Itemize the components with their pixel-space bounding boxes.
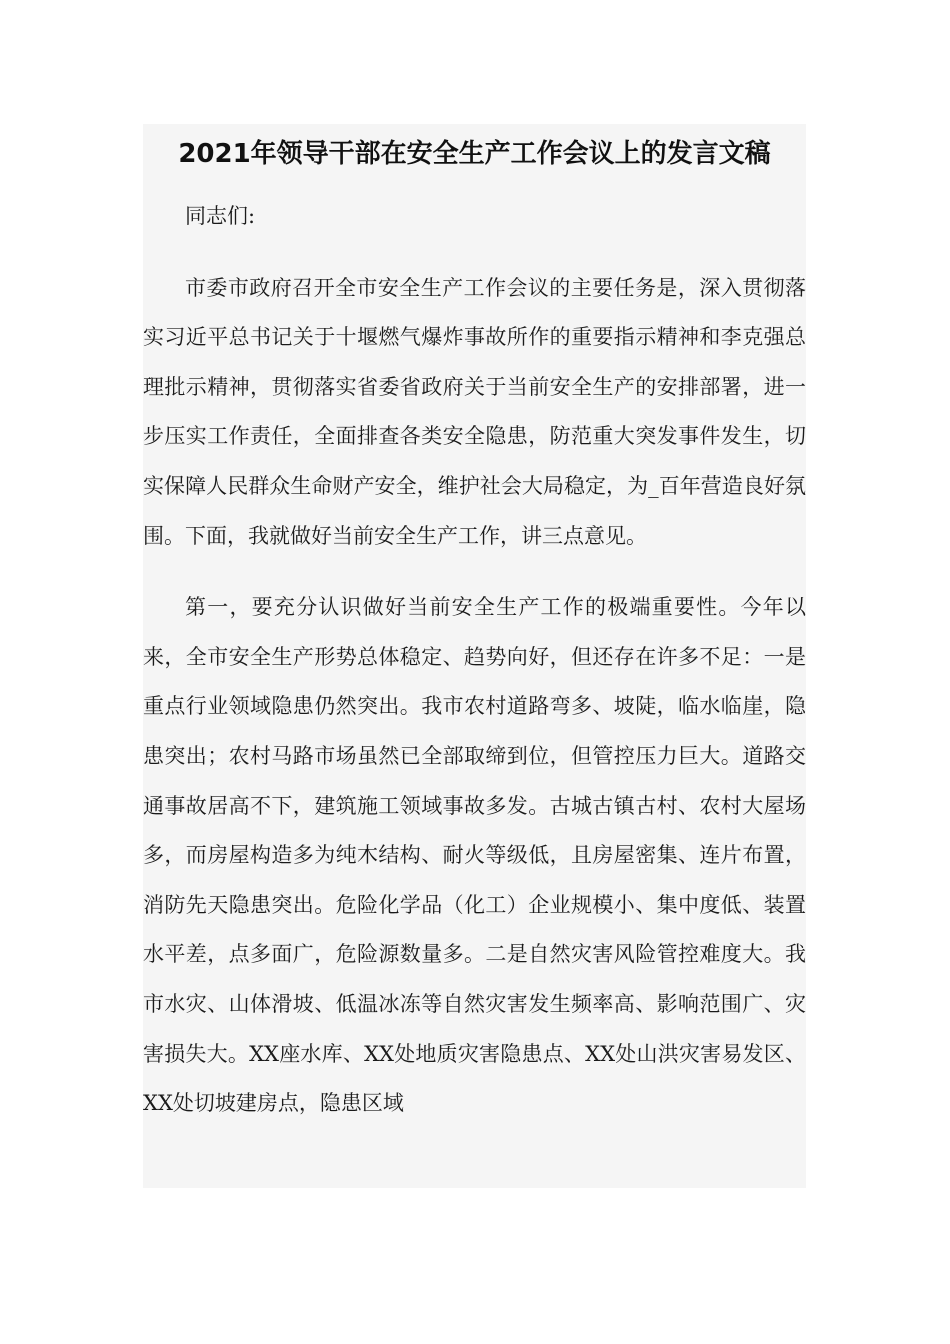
paragraph-intro: 市委市政府召开全市安全生产工作会议的主要任务是，深入贯彻落实习近平总书记关于十堰燃气爆炸事故所作的重要指示精神和李克强总理批示精神，贯彻落实省委省政府关于当前安全生产的安排部署，进一步压实工作责任，全面排查各类安全隐患，防范重大突发事件发生，切实保障人民群众生命财产安全，维护社会大局稳定，为_百年营造良好氛围。下面，我就做好当前安全生产工作，讲三点意见。 — [143, 275, 806, 548]
document-title: 2021年领导干部在安全生产工作会议上的发言文稿 — [178, 139, 771, 169]
salutation: 同志们: — [185, 204, 256, 228]
paragraph-first-point: 第一，要充分认识做好当前安全生产工作的极端重要性。今年以来，全市安全生产形势总体稳定、趋势向好，但还存在许多不足：一是重点行业领域隐患仍然突出。我市农村道路弯多、坡陡，临水临崖，隐患突出；农村马路市场虽然已全部取缔到位，但管控压力巨大。道路交通事故居高不下，建筑施工领域事故多发。古城古镇古村、农村大屋场多，而房屋构造多为纯木结构、耐火等级低，且房屋密集、连片布置，消防先天隐患突出。危险化学品（化工）企业规模小、集中度低、装置水平差，点多面广，危险源数量多。二是自然灾害风险管控难度大。我市水灾、山体滑坡、低温冰冻等自然灾害发生频率高、影响范围广、灾害损失大。XX座水库、XX处地质灾害隐患点、XX处山洪灾害易发区、XX处切坡建房点，隐患区域 — [143, 595, 806, 1116]
document-text-block — [143, 124, 806, 1188]
